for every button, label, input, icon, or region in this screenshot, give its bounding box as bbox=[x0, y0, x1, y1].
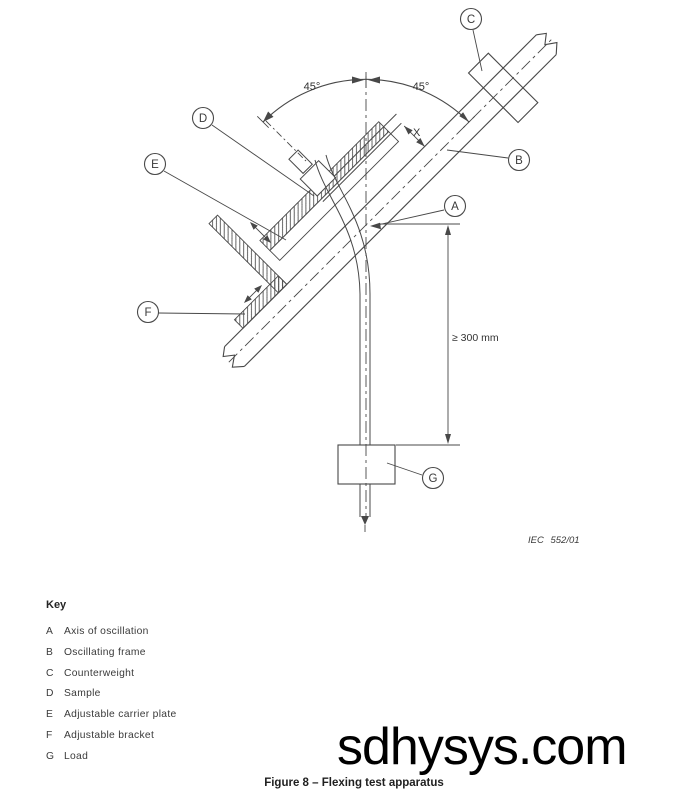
svg-text:A: A bbox=[451, 201, 459, 213]
angle-label-left: 45° bbox=[303, 81, 321, 93]
leader-f bbox=[158, 313, 245, 314]
key-heading: Key bbox=[46, 599, 67, 611]
key-section bbox=[46, 599, 177, 772]
carrier-plate bbox=[270, 132, 399, 261]
iec-ref: IEC 552/01 bbox=[528, 535, 580, 546]
callout-d bbox=[193, 108, 214, 129]
svg-text:B: B bbox=[515, 155, 523, 167]
key-label: Adjustable carrier plate bbox=[64, 709, 177, 721]
dim-300mm bbox=[380, 224, 460, 445]
key-letter: A bbox=[46, 626, 54, 637]
leader-a-arrow bbox=[370, 223, 381, 230]
extreme-position-line bbox=[266, 121, 306, 161]
callouts bbox=[138, 9, 530, 489]
callout-a bbox=[445, 196, 466, 217]
key-letter: B bbox=[46, 646, 54, 658]
callout-f bbox=[138, 302, 159, 323]
key-row bbox=[46, 626, 177, 647]
key-row bbox=[46, 730, 177, 751]
key-label: Axis of oscillation bbox=[64, 626, 149, 637]
key-letter: G bbox=[46, 750, 55, 762]
svg-text:G: G bbox=[428, 473, 438, 485]
key-label: Load bbox=[64, 750, 89, 762]
watermark: sdhysys.com bbox=[337, 718, 627, 776]
key-row bbox=[46, 751, 177, 772]
svg-text:D: D bbox=[198, 113, 208, 125]
key-list bbox=[46, 626, 177, 772]
key-letter: C bbox=[46, 667, 54, 679]
callout-g bbox=[423, 468, 444, 489]
frame-tube bbox=[218, 28, 562, 372]
figure-caption: Figure 8 – Flexing test apparatus bbox=[264, 777, 444, 789]
frame-centerline bbox=[229, 40, 551, 362]
svg-text:C: C bbox=[466, 14, 476, 26]
arc-arrow-top-right bbox=[368, 77, 380, 84]
load-arrow bbox=[361, 516, 369, 532]
leader-c bbox=[473, 30, 482, 71]
key-row bbox=[46, 709, 177, 730]
angle-label-right: 45° bbox=[412, 81, 430, 93]
callout-c bbox=[461, 9, 482, 30]
key-label: Counterweight bbox=[64, 667, 135, 679]
key-label: Adjustable bracket bbox=[64, 729, 155, 741]
key-letter: D bbox=[46, 688, 54, 700]
arc-arrow-top-left bbox=[352, 77, 364, 84]
key-row bbox=[46, 647, 177, 668]
key-label: Oscillating frame bbox=[64, 646, 146, 658]
svg-text:E: E bbox=[151, 159, 159, 171]
key-label: Sample bbox=[64, 688, 101, 700]
callout-e bbox=[145, 154, 166, 175]
svg-text:F: F bbox=[144, 307, 152, 319]
key-row bbox=[46, 688, 177, 709]
key-row bbox=[46, 668, 177, 689]
load-weight bbox=[338, 445, 395, 484]
x-label: X bbox=[413, 127, 421, 139]
callout-b bbox=[509, 150, 530, 171]
dim-label-300mm: ≥ 300 mm bbox=[452, 332, 499, 344]
key-letter: F bbox=[46, 729, 53, 741]
key-letter: E bbox=[46, 709, 54, 721]
